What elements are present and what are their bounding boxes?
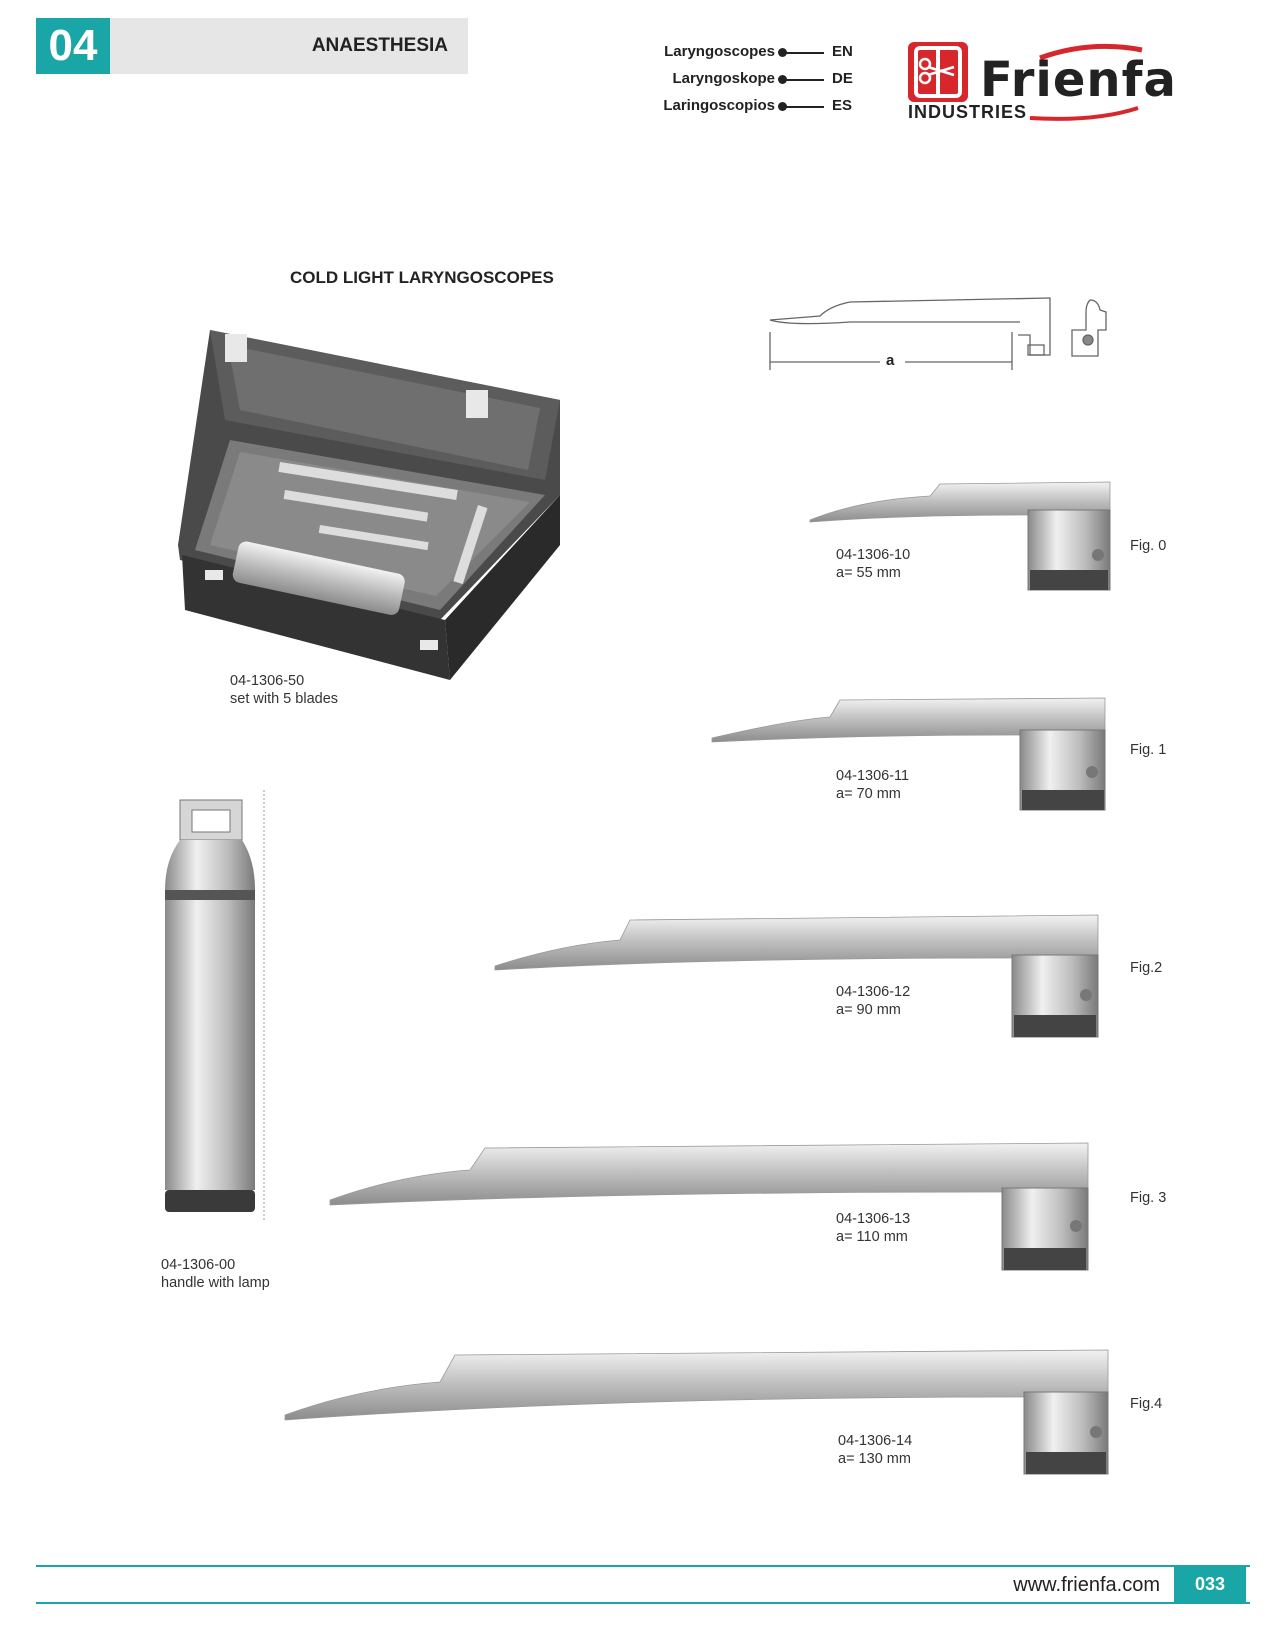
section-title: COLD LIGHT LARYNGOSCOPES [290, 268, 554, 287]
handle-description: handle with lamp [161, 1275, 270, 1291]
language-name: Laringoscopios [663, 97, 775, 114]
logo-subtitle: INDUSTRIES [908, 102, 1028, 122]
dimension-label: a [886, 352, 895, 369]
language-code: EN [832, 43, 853, 60]
set-code: 04-1306-50 [230, 673, 305, 689]
handle-caption [161, 1256, 270, 1292]
footer-line-bottom [36, 1602, 1250, 1604]
language-code: DE [832, 70, 853, 87]
blade-code: 04-1306-10 [836, 547, 911, 563]
chapter-title: ANAESTHESIA [311, 35, 448, 56]
fig-label-3: Fig. 3 [1130, 1190, 1167, 1206]
handle-image [165, 790, 264, 1220]
fig-label-4: Fig.4 [1130, 1396, 1163, 1412]
blade-caption-1 [836, 767, 909, 803]
set-caption [230, 672, 338, 708]
blade-code: 04-1306-12 [836, 984, 911, 1000]
fig-label-1: Fig. 1 [1130, 742, 1167, 758]
blade-caption-3 [836, 1210, 910, 1246]
language-name: Laryngoscopes [664, 43, 775, 60]
blade-caption-0 [836, 546, 910, 582]
language-name: Laryngoskope [672, 70, 775, 87]
blade-caption-2 [836, 983, 910, 1019]
fig-label-0: Fig. 0 [1130, 538, 1167, 554]
language-code: ES [832, 97, 853, 114]
blade-schematic [770, 298, 1106, 370]
blade-fig-2 [495, 915, 1098, 1037]
blade-size: a= 110 mm [836, 1229, 908, 1245]
blade-fig-3 [330, 1143, 1088, 1270]
set-description: set with 5 blades [230, 691, 339, 707]
blade-fig-4 [285, 1350, 1108, 1474]
blade-code: 04-1306-11 [836, 768, 910, 784]
chapter-number: 04 [36, 18, 110, 74]
footer-url[interactable]: www.frienfa.com [1013, 1574, 1160, 1596]
blade-size: a= 90 mm [836, 1002, 901, 1018]
blade-code: 04-1306-13 [836, 1211, 911, 1227]
handle-code: 04-1306-00 [161, 1257, 236, 1273]
footer-line-top [36, 1565, 1250, 1567]
blade-size: a= 70 mm [836, 786, 901, 802]
blade-size: a= 130 mm [838, 1451, 911, 1467]
blade-size: a= 55 mm [836, 565, 901, 581]
blade-code: 04-1306-14 [838, 1433, 913, 1449]
blade-caption-4 [838, 1432, 912, 1468]
fig-label-2: Fig.2 [1130, 960, 1163, 976]
case-image [178, 330, 560, 680]
page-number: 033 [1174, 1567, 1246, 1602]
logo-name: Frienfa [980, 52, 1177, 108]
